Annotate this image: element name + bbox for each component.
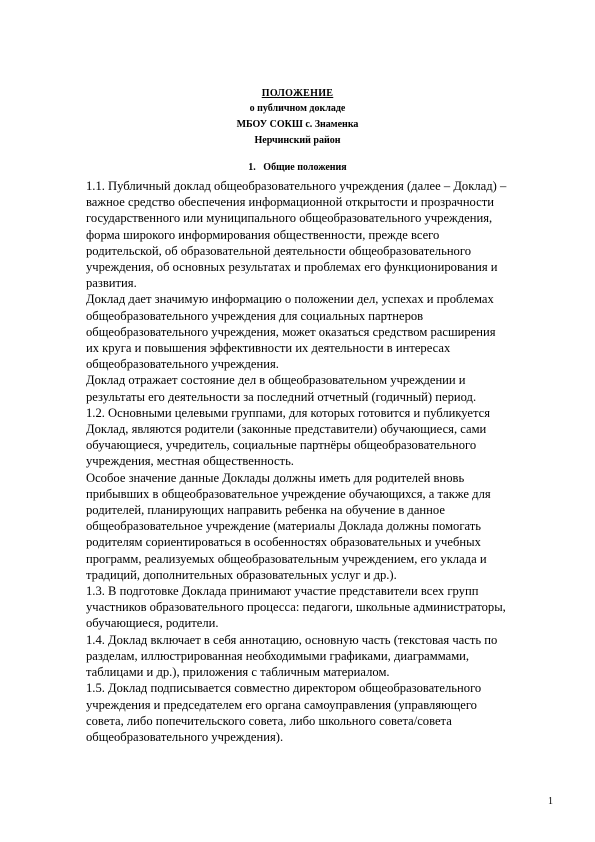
school-name: МБОУ СОКШ с. Знаменка [236, 119, 359, 130]
text-line: учреждения и председателем его органа самоуправления (управляющего [86, 697, 477, 712]
text-line: прибывших в общеобразовательное учреждение обучающихся, а также для [86, 486, 491, 501]
text-line: совета, либо попечительского совета, либо школьного совета/совета [86, 713, 452, 728]
section-number: 1. [248, 162, 256, 173]
text-line: Доклад дает значимую информацию о положении дел, успехах и проблемах [86, 292, 494, 307]
text-line: обучающиеся, родители. [86, 616, 219, 631]
text-line: важное средство обеспечения информационной открытости и прозрачности [86, 195, 494, 210]
text-line: родителей, планирующих направить ребенка на обучение в данное [86, 503, 445, 518]
document-body [86, 178, 556, 745]
text-line: общеобразовательное учреждение (материалы Доклада должны помогать [86, 519, 482, 534]
text-line: форма широкого информирования общественности, прежде всего [86, 227, 440, 242]
text-line: традиций, дополнительных образовательных услуг и др.). [86, 567, 397, 582]
text-line: общеобразовательного учреждения. [86, 357, 279, 372]
text-line: 1.1. Публичный доклад общеобразовательного учреждения (далее – Доклад) – [86, 179, 507, 193]
text-line: развития. [86, 276, 137, 291]
text-line: Особое значение данные Доклады должны иметь для родителей вновь [86, 470, 465, 485]
text-line: общеобразовательного учреждения, может оказаться средством расширения [86, 324, 496, 339]
text-line: результаты его деятельности за последний отчетный (годичный) период. [86, 389, 477, 404]
text-line: 1.5. Доклад подписывается совместно директором общеобразовательного [86, 681, 482, 696]
text-line: их круга и повышения эффективности их деятельности в интересах [86, 341, 451, 356]
text-line: родительской, об образовательной деятельности общеобразовательного [86, 243, 472, 258]
text-line: программ, реализуемых общеобразовательным учреждением, его уклада и [86, 551, 487, 566]
text-line: Доклад отражает состояние дел в общеобразовательном учреждении и [86, 373, 466, 388]
district-name: Нерчинский район [254, 135, 341, 146]
text-line: обучающиеся, учредитель, социальные партнёры общеобразовательного [86, 438, 477, 453]
text-line: 1.4. Доклад включает в себя аннотацию, основную часть (текстовая часть по [86, 632, 498, 647]
section-title: Общие положения [263, 162, 347, 173]
text-line: участников образовательного процесса: педагоги, школьные администраторы, [86, 600, 506, 615]
text-line: таблицами и др.), приложения с табличным материалом. [86, 665, 390, 680]
text-line: 1.2. Основными целевыми группами, для которых готовится и публикуется [86, 405, 491, 420]
text-line: государственного или муниципального общеобразовательного учреждения, [86, 211, 493, 226]
text-line: общеобразовательного учреждения для социальных партнеров [86, 308, 424, 323]
text-line: родителям сориентироваться в особенностях образовательных и учебных [86, 535, 481, 550]
text-line: общеобразовательного учреждения). [86, 729, 284, 744]
document-title: ПОЛОЖЕНИЕ [261, 88, 334, 99]
page-number: 1 [548, 796, 553, 807]
text-line: Доклад, являются родители (законные представители) обучающиеся, сами [86, 422, 487, 437]
text-line: 1.3. В подготовке Доклада принимают участие представители всех групп [86, 584, 479, 599]
document-subtitle: о публичном докладе [249, 103, 346, 114]
section-heading [0, 162, 595, 174]
text-line: учреждения, об основных результатах и проблемах его функционирования и [86, 260, 498, 275]
text-line: разделам, иллюстрированная необходимыми графиками, диаграммами, [86, 648, 470, 663]
text-line: учреждения, местная общественность. [86, 454, 294, 469]
